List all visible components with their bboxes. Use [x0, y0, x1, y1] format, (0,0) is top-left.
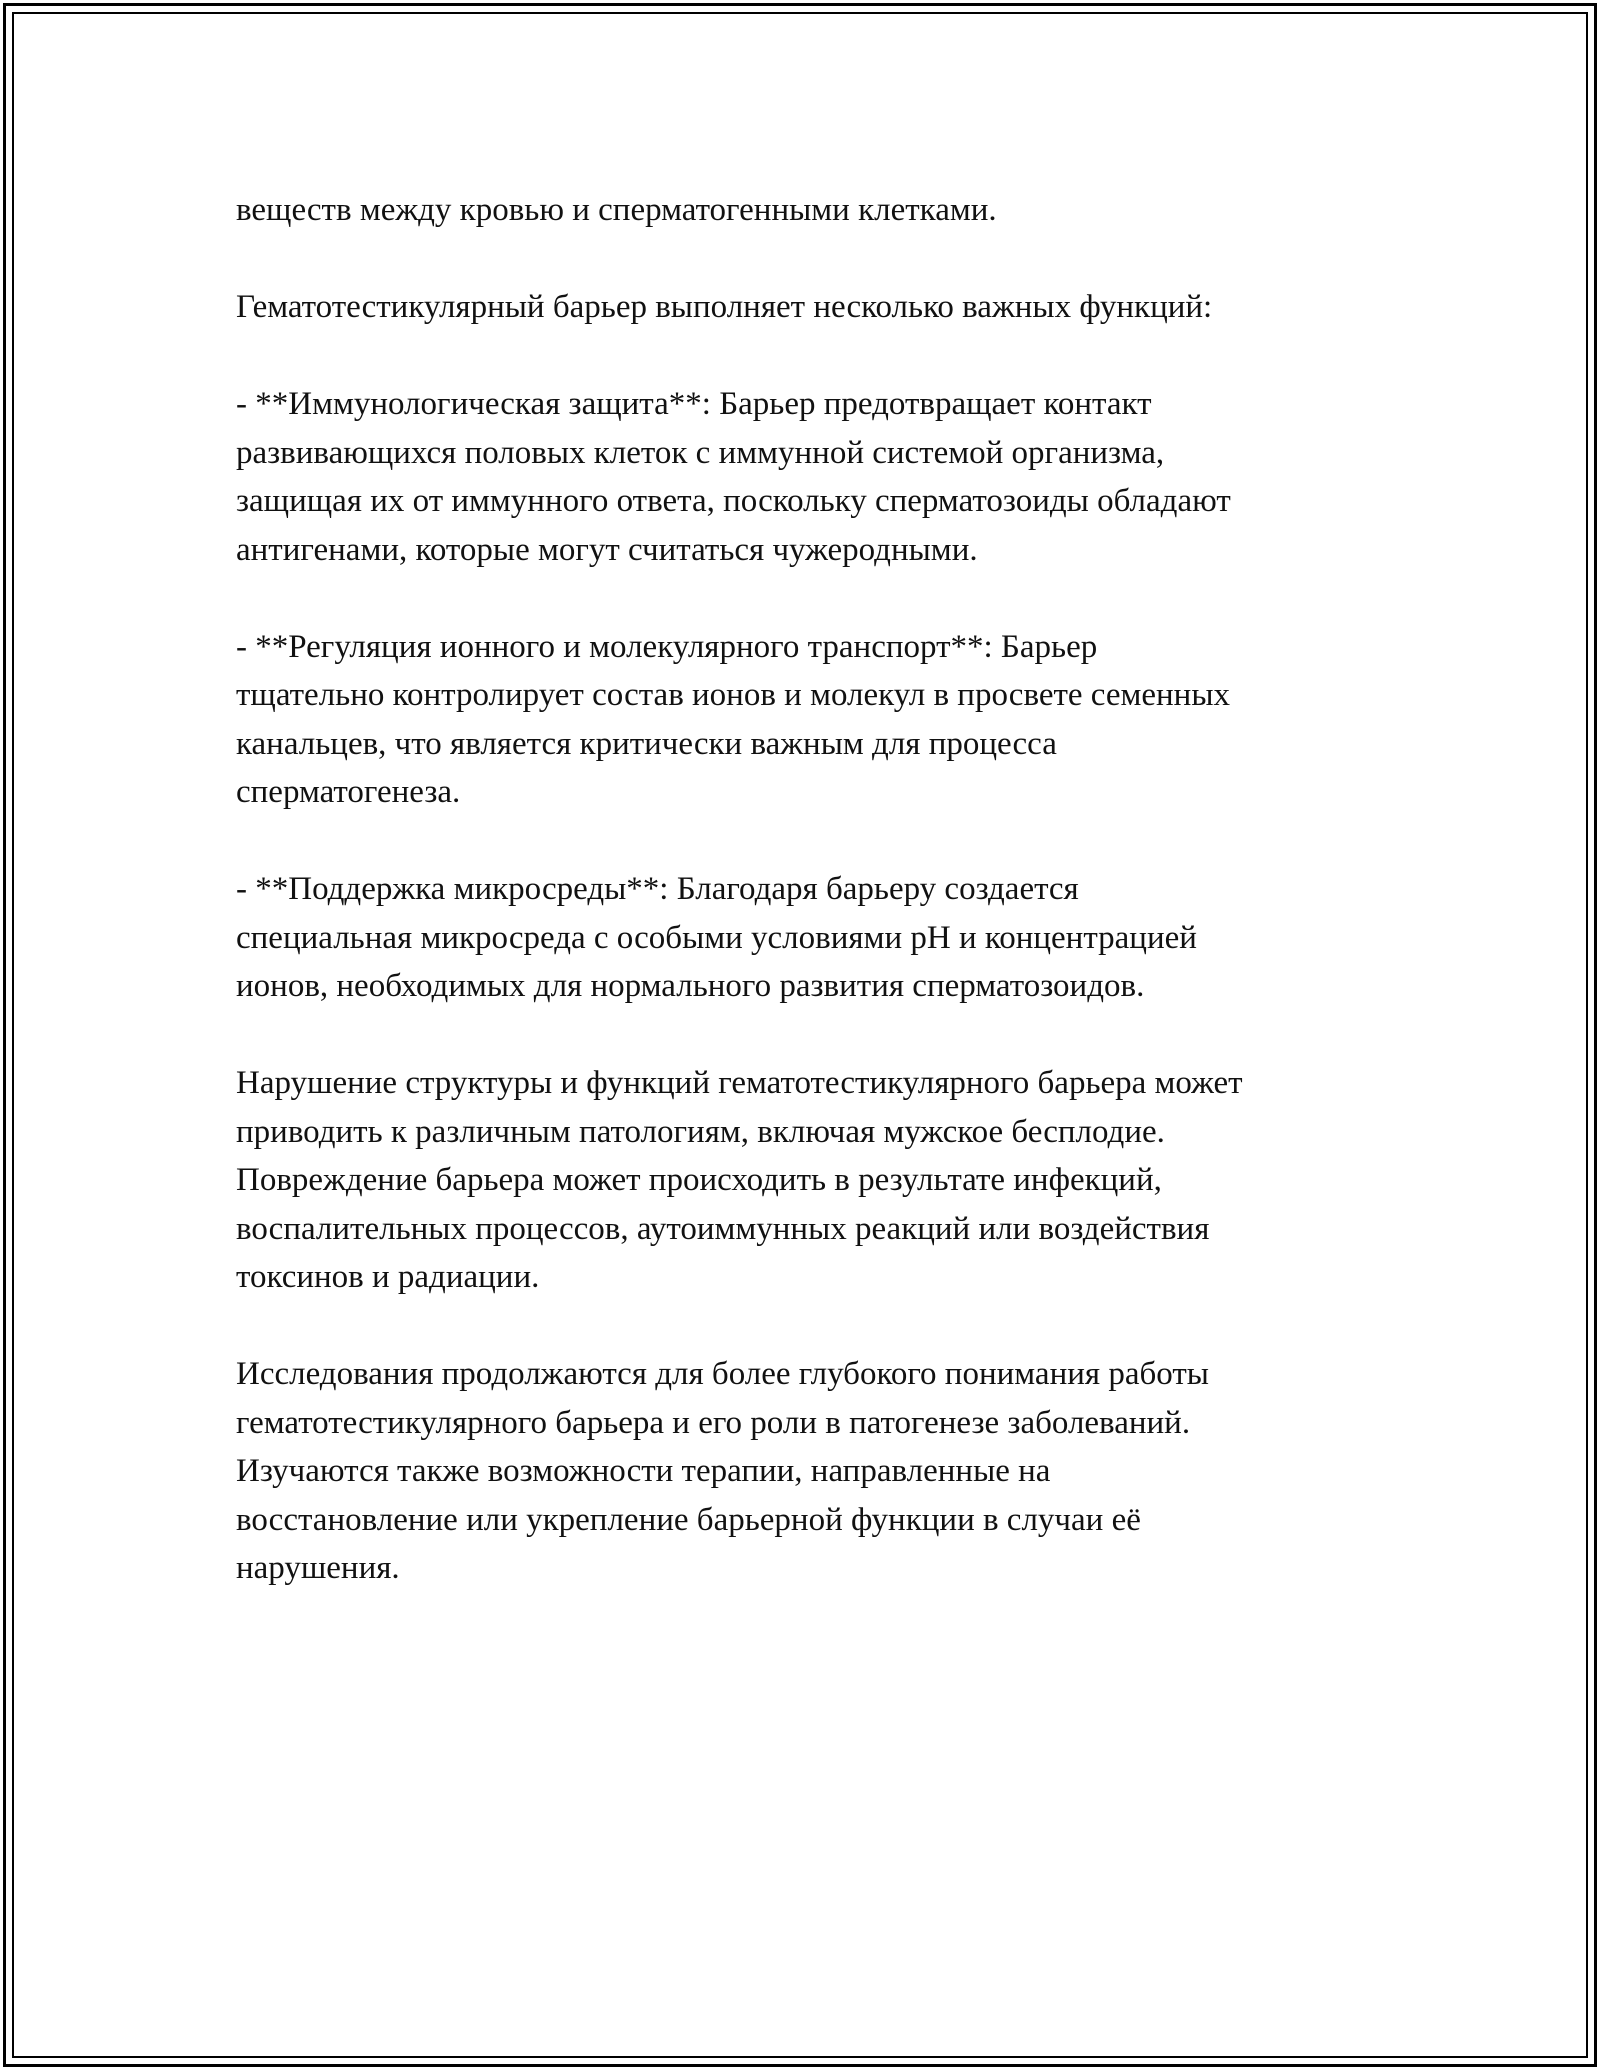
paragraph-gap	[236, 574, 1386, 623]
text-line: защищая их от иммунного ответа, поскольку сперматозоиды обладают	[236, 483, 1231, 519]
text-line: специальная микросреда с особыми условиями pH и концентрацией	[236, 919, 1197, 956]
text-line: - **Поддержка микросреды**: Благодаря барьеру создается	[236, 871, 1079, 907]
text-line: приводить к различным патологиям, включая мужское бесплодие.	[236, 1113, 1165, 1150]
text-line: развивающихся половых клеток с иммунной системой организма,	[236, 434, 1165, 471]
text-line: Изучаются также возможности терапии, направленные на	[236, 1453, 1051, 1489]
text-line: воспалительных процессов, аутоиммунных реакций или воздействия	[236, 1210, 1210, 1247]
text-line: токсинов и радиации.	[236, 1259, 540, 1295]
paragraph-gap	[236, 1302, 1386, 1351]
text-line: - **Иммунологическая защита**: Барьер предотвращает контакт	[236, 386, 1152, 422]
paragraph-gap	[236, 1011, 1386, 1060]
text-line: гематотестикулярного барьера и его роли в патогенезе заболеваний.	[236, 1404, 1191, 1441]
text-line: нарушения.	[236, 1550, 400, 1586]
document-body	[236, 186, 1386, 1593]
paragraph-gap	[236, 817, 1386, 866]
text-line: восстановление или укрепление барьерной функции в случаи её	[236, 1501, 1141, 1538]
text-line: сперматогенеза.	[236, 774, 461, 810]
text-line: ионов, необходимых для нормального развития сперматозоидов.	[236, 968, 1145, 1004]
text-line: веществ между кровью и сперматогенными клетками.	[236, 192, 997, 228]
paragraph-gap	[236, 235, 1386, 284]
text-line: Исследования продолжаются для более глубокого понимания работы	[236, 1356, 1209, 1392]
text-line: - **Регуляция ионного и молекулярного транспорт**: Барьер	[236, 628, 1098, 665]
text-line: тщательно контролирует состав ионов и молекул в просвете семенных	[236, 677, 1231, 713]
text-line: Нарушение структуры и функций гематотестикулярного барьера может	[236, 1065, 1243, 1101]
text-line: Гематотестикулярный барьер выполняет несколько важных функций:	[236, 289, 1213, 325]
paragraph-gap	[236, 332, 1386, 381]
text-line: антигенами, которые могут считаться чужеродными.	[236, 531, 978, 568]
text-line: канальцев, что является критически важным для процесса	[236, 725, 1057, 762]
text-line: Повреждение барьера может происходить в результате инфекций,	[236, 1162, 1162, 1198]
